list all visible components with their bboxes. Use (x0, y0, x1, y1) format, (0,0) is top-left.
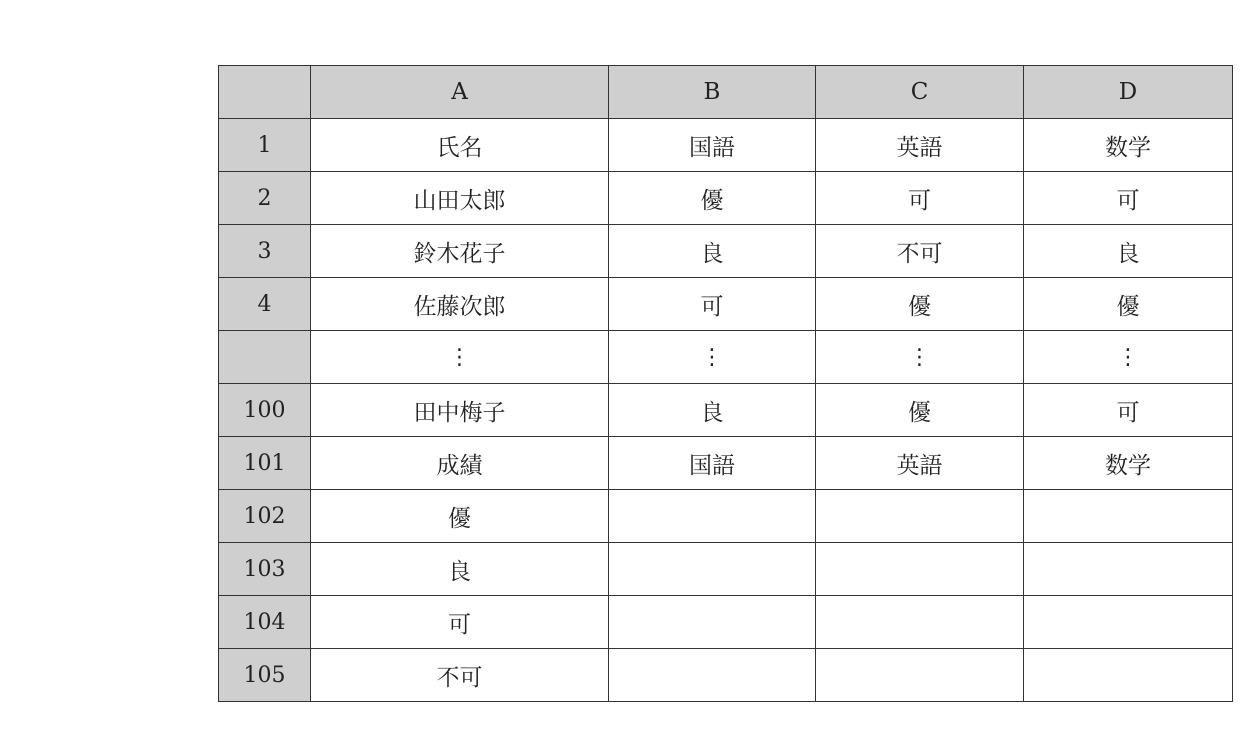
table-row (219, 490, 1233, 543)
cell[interactable]: 優 (609, 172, 816, 225)
row-header[interactable]: 100 (219, 384, 311, 437)
table-row (219, 172, 1233, 225)
row-header[interactable]: 103 (219, 543, 311, 596)
cell[interactable]: 田中梅子 (311, 384, 609, 437)
cell[interactable]: 可 (311, 596, 609, 649)
cell[interactable]: 佐藤次郎 (311, 278, 609, 331)
table-row (219, 119, 1233, 172)
cell[interactable]: 優 (1024, 278, 1233, 331)
cell[interactable]: 英語 (816, 119, 1024, 172)
ellipsis-cell (311, 331, 609, 384)
cell[interactable]: 数学 (1024, 437, 1233, 490)
vertical-ellipsis: ⋮ (701, 345, 723, 370)
cell[interactable]: 優 (816, 384, 1024, 437)
table-row (219, 437, 1233, 490)
cell[interactable]: 数学 (1024, 119, 1233, 172)
cell[interactable] (816, 490, 1024, 543)
column-header-b[interactable]: B (609, 66, 816, 119)
table-row (219, 278, 1233, 331)
ellipsis-cell (609, 331, 816, 384)
row-header[interactable]: 2 (219, 172, 311, 225)
cell[interactable]: 不可 (311, 649, 609, 702)
table-row (219, 384, 1233, 437)
cell[interactable]: 可 (609, 278, 816, 331)
cell[interactable] (816, 649, 1024, 702)
row-header[interactable]: 105 (219, 649, 311, 702)
vertical-ellipsis: ⋮ (908, 345, 931, 370)
cell[interactable] (816, 596, 1024, 649)
row-header[interactable] (219, 331, 311, 384)
cell[interactable] (1024, 649, 1233, 702)
column-header-c[interactable]: C (816, 66, 1024, 119)
cell[interactable]: 国語 (609, 119, 816, 172)
cell[interactable]: 可 (1024, 172, 1233, 225)
cell[interactable]: 氏名 (311, 119, 609, 172)
cell[interactable]: 良 (1024, 225, 1233, 278)
column-header-row (219, 66, 1233, 119)
row-header[interactable]: 4 (219, 278, 311, 331)
vertical-ellipsis: ⋮ (448, 345, 471, 370)
cell[interactable] (1024, 543, 1233, 596)
table-row (219, 596, 1233, 649)
ellipsis-cell (1024, 331, 1233, 384)
row-header[interactable]: 104 (219, 596, 311, 649)
cell[interactable]: 不可 (816, 225, 1024, 278)
row-header[interactable]: 101 (219, 437, 311, 490)
column-header-d[interactable]: D (1024, 66, 1233, 119)
cell[interactable] (609, 649, 816, 702)
corner-cell[interactable] (219, 66, 311, 119)
cell[interactable]: 優 (311, 490, 609, 543)
row-header[interactable]: 102 (219, 490, 311, 543)
column-header-a[interactable]: A (311, 66, 609, 119)
cell[interactable]: 良 (609, 225, 816, 278)
row-header[interactable]: 3 (219, 225, 311, 278)
cell[interactable]: 英語 (816, 437, 1024, 490)
table-row (219, 225, 1233, 278)
cell[interactable] (609, 596, 816, 649)
vertical-ellipsis: ⋮ (1117, 345, 1139, 370)
ellipsis-cell (816, 331, 1024, 384)
cell[interactable]: 優 (816, 278, 1024, 331)
cell[interactable] (1024, 490, 1233, 543)
row-header[interactable]: 1 (219, 119, 311, 172)
cell[interactable]: 良 (311, 543, 609, 596)
ellipsis-row (219, 331, 1233, 384)
cell[interactable] (816, 543, 1024, 596)
spreadsheet-table (218, 65, 1233, 702)
cell[interactable] (1024, 596, 1233, 649)
cell[interactable]: 成績 (311, 437, 609, 490)
cell[interactable]: 良 (609, 384, 816, 437)
table-row (219, 543, 1233, 596)
cell[interactable] (609, 543, 816, 596)
table-row (219, 649, 1233, 702)
cell[interactable] (609, 490, 816, 543)
cell[interactable]: 山田太郎 (311, 172, 609, 225)
cell[interactable]: 可 (1024, 384, 1233, 437)
cell[interactable]: 鈴木花子 (311, 225, 609, 278)
cell[interactable]: 可 (816, 172, 1024, 225)
cell[interactable]: 国語 (609, 437, 816, 490)
